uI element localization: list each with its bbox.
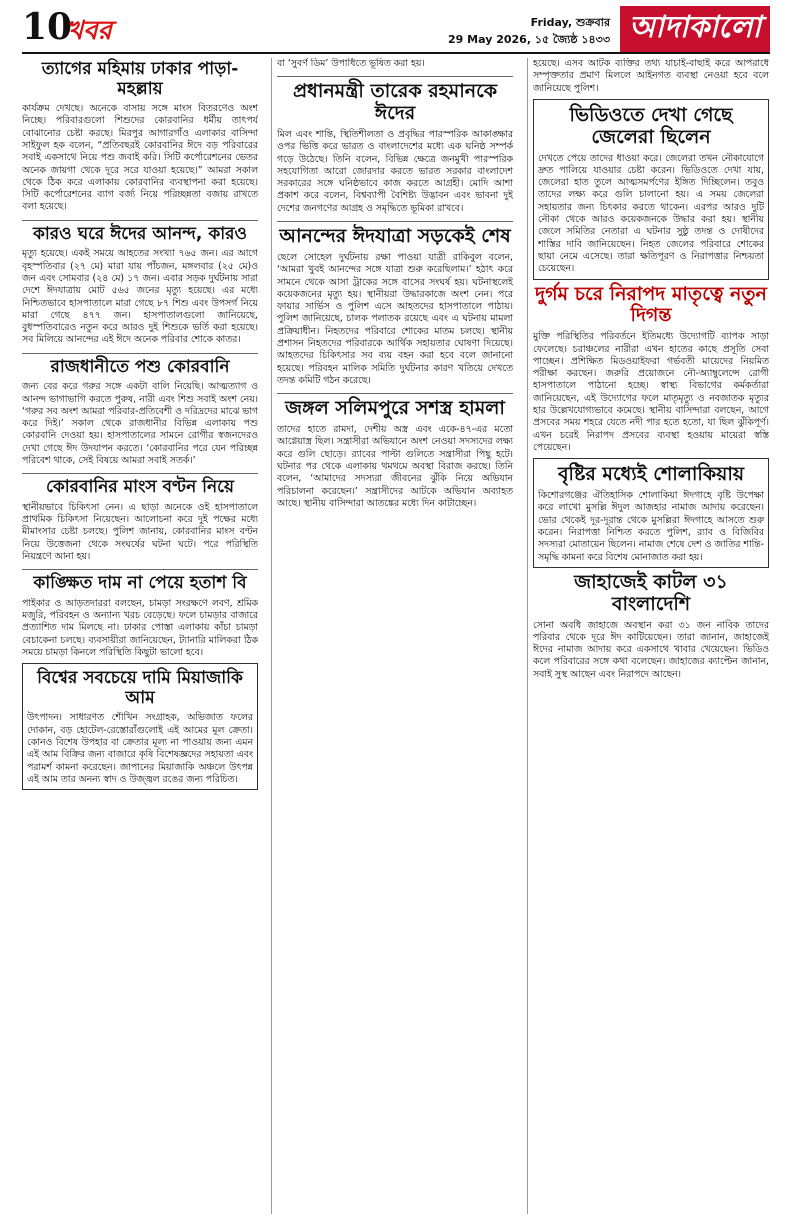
paper-logo: আদাকালো — [620, 6, 770, 52]
article-headline: বিশ্বের সবচেয়ে দামি মিয়াজাকি আম — [37, 668, 243, 708]
article-body: কার্যক্রম দেখছে। অনেকে বাসায় সঙ্গে মাংস বিতরণেও অংশ নিচ্ছে। পরিবারগুলো শিশুদের কোরবানির ধর্মীয় তাৎপর্য বোঝানোর চেষ্টা করছে। মিরপুর আগারগাঁও এলাকার বাসিন্দা সাইফুল হক বলেন, “প্রতিবছরই কোরবানির ঈদে বড় পরিবারের সবাই একসাথে নিয়ে পশু জবাই করি। সিটি কর্পোরেশনের ভেতর অনেক জায়গা থেকে দূরে সরে যাওয়া হয়েছে।” আমরা সকাল থেকে ঠিক করে এলাকায় কোরবানির ব্যবস্থাপনা করা হয়েছে। সিটি কর্পোরেশনের ব্যাগ বর্জ্য নিয়ে পরিচ্ছন্নতা বজায় রাখতে বলা হয়েছে। — [22, 103, 258, 213]
column-1 — [22, 58, 258, 1214]
article-body: উৎপাদন। সাধারণত শৌখিন সংগ্রাহক, অভিজাত ফলের দোকান, বড় হোটেল-রেস্তোরাঁগুলোই এই আমের মূল ক্রেতা। কোনও বিশেষ উপহার বা ক্রেতার মূল্য না পাওয়ায় জন্য এমন এই আম বিক্রির জন্য বাজারে কৃষি বিশেষজ্ঞদের সহায়তা এবং পরামর্শ কামনা করেছেন। জাপানের মিয়াজাকি অঞ্চলে উৎপন্ন এই আম তার অনন্য স্বাদ ও উজ্জ্বল রঙের জন্য পরিচিত। — [27, 712, 253, 785]
article-separator — [22, 473, 258, 474]
article-body: ছেলে সোহেল দুর্ঘটনায় রক্ষা পাওয়া যাত্রী রাকিবুল বলেন, ‘আমরা খুবই আনন্দের সঙ্গে যাত্রা শুরু করেছিলাম।’ হঠাৎ করে সামনে থেকে আসা ট্রাকের সঙ্গে বাসের সংঘর্ষ হয়। ঘটনাস্থলেই কয়েকজনের মৃত্যু হয়। স্থানীয়রা উদ্ধারকাজে অংশ নেন। পরে ফায়ার সার্ভিস ও পুলিশ এসে আহতদের হাসপাতালে পাঠায়। পুলিশ জানিয়েছে, চালক পলাতক রয়েছে এবং এ ঘটনায় মামলা প্রক্রিয়াধীন। নিহতদের পরিবারে শোকের মাতম চলছে। স্থানীয় প্রশাসন নিহতদের পরিবারকে আর্থিক সহায়তার ঘোষণা দিয়েছে। আহতদের চিকিৎসার সব ব্যয় বহন করা হবে বলে জানানো হয়েছে। পরিবহন মালিক সমিতি দুর্ঘটনার কারণ খতিয়ে দেখতে তদন্ত কমিটি গঠন করেছে। — [277, 251, 513, 386]
continued-text: বা ‘সুবর্ণ ডিম’ উপাধিতে ভূষিত করা হয়। — [277, 58, 425, 69]
article-separator — [277, 393, 513, 394]
boxed-article — [22, 663, 258, 790]
continued-text: হয়েছে। এসব আটক ব্যক্তির তথ্য যাচাই-বাছাই করে আপরাধে সম্পৃক্ততার প্রমাণ মিললে আইনগত ব্যবস্থা নেওয়া হবে বলে জানিয়েছে পুলিশ। — [533, 58, 769, 94]
article-headline: আনন্দের ঈদযাত্রা সড়কেই শেষ — [279, 225, 511, 248]
article-headline: ত্যাগের মহিমায় ঢাকার পাড়া-মহল্লায় — [41, 59, 239, 99]
boxed-article — [533, 99, 769, 280]
article-headline: ভিডিওতে দেখা গেছে জেলেরা ছিলেন — [569, 103, 733, 148]
article-headline: প্রধানমন্ত্রী তারেক রহমানকে ঈদের — [293, 80, 497, 125]
article-headline: জাহাজেই কাটল ৩১ বাংলাদেশি — [574, 570, 728, 615]
article-separator — [277, 76, 513, 77]
page-number: 10 — [22, 6, 73, 48]
article-body: মৃত্যু হয়েছে। একই সময়ে আহতের সংখ্যা ৭৬৫ জন। এর আগে বৃহস্পতিবার (২৭ মে) মারা যায় পাঁচজন, মঙ্গলবার (২৫ মে)ও জন এবং সোমবার (২৪ মে) ১৭ জন। এবার সড়ক দুর্ঘটনায় সারা দেশে ঈদযাত্রায় মোট ৫৬৫ জনের মৃত্যু হয়েছে। এর মধ্যে নিশ্চিতভাবে হাসপাতালে মারা গেছে ৮৭ শিশু এবং উপসর্গ নিয়ে মারা গেছে ৪৭৭ জন। হাসপাতালগুলো জানিয়েছে, বুধস্পতিবারেও নতুন করে আরও দুই শিশুকে ভর্তি করা হয়েছে। সব মিলিয়ে আনন্দের এই ঈদে অনেক পরিবার শোকে কাতর। — [22, 248, 258, 346]
article-headline: কারও ঘরে ঈদের আনন্দ, কারও — [32, 223, 247, 244]
article-body: মুক্তি পরিস্থিতির পরিবর্তনে ইতিমধ্যে উদ্যোগটি ব্যাপক সাড়া ফেলেছে। চরাঞ্চলের নারীরা এখন হাতের কাছে প্রসূতি সেবা পাচ্ছেন। প্রশিক্ষিত মিডওয়াইফরা গর্ভবতী মায়েদের নিয়মিত পরীক্ষা করছেন। জরুরি প্রয়োজনে নৌ-অ্যাম্বুলেন্সে রোগী হাসপাতালে পাঠানো হচ্ছে। স্বাস্থ্য বিভাগের কর্মকর্তারা জানিয়েছেন, এই উদ্যোগের ফলে মাতৃমৃত্যু ও নবজাতক মৃত্যুর হার উল্লেখযোগ্যভাবে কমেছে। স্থানীয় বাসিন্দারা বলছেন, আগে প্রসবের সময় শহরে যেতে নদী পার হতে হতো, যা ছিল ঝুঁকিপূর্ণ। এখন চরেই নিরাপদ প্রসবের ব্যবস্থা হওয়ায় মায়েরা স্বস্তি পেয়েছেন। — [533, 331, 769, 453]
article-separator — [22, 353, 258, 354]
article-body: জন্য বের করে গরুর সঙ্গে একটা বালি নিয়েছি। আত্মত্যাগ ও আনন্দ ভাগাভাগি করতে পুরুষ, নারী এবং শিশু সবাই অংশ নেয়। ‘গরুর সব অংশ আমরা পরিবার-প্রতিবেশী ও দরিদ্রদের মাঝে ভাগ করে দিই।’ সকাল থেকে রাজধানীর বিভিন্ন এলাকায় পশু কোরবানি দেওয়া হয়। হাসপাতালের সামনে রোগীর স্বজনদেরও দেখা গেছে ঈদ উদযাপন করতে। ‘কোরবানির পরে যেন পরিচ্ছন্ন পরিবেশ থাকে, সেই বিষয়ে আমরা সবাই সতর্ক।’ — [22, 381, 258, 467]
date-label: 29 May 2026, ১৫ জ্যৈষ্ঠ ১৪৩৩ — [448, 33, 610, 46]
article-headline: দুর্গম চরে নিরাপদ মাতৃত্বে নতুন দিগন্ত — [535, 282, 767, 327]
article-body: তাদের হাতে রামদা, দেশীয় অস্ত্র এবং একে-৪৭-এর মতো আগ্নেয়াস্ত্র ছিল। সন্ত্রাসীরা অভিযানে অংশ নেওয়া সদস্যদের লক্ষ্য করে গুলি ছোড়ে। র‍্যাবের পাল্টা গুলিতে সন্ত্রাসীরা পিছু হটে। ঘটনার পর থেকে এলাকায় থমথমে অবস্থা বিরাজ করছে। তিনি বলেন, ‘আমাদের সদস্যরা জীবনের ঝুঁকি নিয়ে অভিযান পরিচালনা করেছেন।’ সন্ত্রাসীদের আটকে অভিযান অব্যাহত আছে। স্থানীয় বাসিন্দারা আতঙ্কের মধ্যে দিন কাটাচ্ছেন। — [277, 424, 513, 509]
article-headline: জঙ্গল সলিমপুরে সশস্ত্র হামলা — [285, 397, 505, 420]
article-headline: রাজধানীতে পশু কোরবানি — [50, 356, 230, 377]
article-body: কিশোরগঞ্জের ঐতিহাসিক শোলাকিয়া ঈদগাহে বৃষ্টি উপেক্ষা করে লাখো মুসল্লি ঈদুল আজহার নামাজ আদায় করেছেন। ভোর থেকেই দূর-দূরান্ত থেকে মুসল্লিরা ঈদগাহে আসতে শুরু করেন। নিরাপত্তা নিশ্চিত করতে পুলিশ, র‍্যাব ও বিজিবির সদস্যরা মোতায়েন ছিলেন। নামাজ শেষে দেশ ও জাতির শান্তি-সমৃদ্ধি কামনা করে বিশেষ মোনাজাত করা হয়। — [538, 490, 764, 563]
article-body: স্থানীয়ভাবে চিকিৎসা নেন। এ ছাড়া অনেকে ওই হাসপাতালে প্রাথমিক চিকিৎসা নিয়েছেন। আলোচনা করে দুই পক্ষের মধ্যে মীমাংসার চেষ্টা চলছে। পুলিশ জানায়, কোরবানির মাংস বণ্টন নিয়ে উত্তেজনা থেকে সংঘর্ষের ঘটনা ঘটে। পরে পরিস্থিতি নিয়ন্ত্রণে আনা হয়। — [22, 501, 258, 563]
column-divider — [271, 58, 272, 1214]
article-body: পাইকার ও আড়তদাররা বলছেন, চামড়া সংরক্ষণে লবণ, শ্রমিক মজুরি, পরিবহন ও অন্যান্য খরচ বেড়েছে। ফলে চামড়ার বাজারে প্রত্যাশিত দাম মিলছে না। ঢাকার পোস্তা এলাকায় কাঁচা চামড়া বেচাকেনা চলছে। ব্যবসায়ীরা জানিয়েছেন, ট্যানারি মালিকরা ঠিক সময়ে চামড়া কিনলে পরিস্থিতি কিছুটা ভালো হবে। — [22, 597, 258, 659]
section-name: খবর — [66, 16, 112, 46]
boxed-article — [533, 458, 769, 568]
article-headline: কাঙ্ক্ষিত দাম না পেয়ে হতাশ বি — [33, 573, 247, 594]
column-3 — [533, 58, 769, 1214]
article-separator — [22, 569, 258, 570]
column-2 — [277, 58, 513, 1214]
date-block — [448, 14, 610, 48]
article-body: সোনা অবধি জাহাজে অবস্থান করা ৩১ জন নাবিক তাদের পরিবার থেকে দূরে ঈদ কাটিয়েছেন। তারা জানান, জাহাজেই ঈদের নামাজ আদায় করে একসাথে খাবার খেয়েছেন। ভিডিও কলে পরিবারের সঙ্গে কথা বলেছেন। জাহাজের ক্যাপ্টেন জানান, সবাই সুস্থ আছেন এবং নিরাপদে আছেন। — [533, 619, 769, 680]
article-headline: বৃষ্টির মধ্যেই শোলাকিয়ায় — [557, 463, 745, 486]
masthead — [22, 6, 770, 66]
article-body: মিল এবং শান্তি, স্থিতিশীলতা ও প্রবৃদ্ধির পারস্পরিক আকাঙ্ক্ষার ওপর ভিত্তি করে ভারত ও বাংলাদেশের মধ্যে এক ঘনিষ্ঠ সম্পর্ক গড়ে উঠেছে। তিনি বলেন, বিভিন্ন ক্ষেত্রে জনমুখী পারস্পরিক সহযোগিতা আরো জোরদার করতে ভারত সরকার বাংলাদেশ সরকারের সঙ্গে ঘনিষ্ঠভাবে কাজ করতে আগ্রহী। মোদি আশা প্রকাশ করে বলেন, বিশ্বব্যাপী বৈশিষ্ট্য উদ্ভাবন এবং ভাবনা দুই দেশের জনগণের আগ্রহ ও সমৃদ্ধিতে ভূমিকা রাখবে। — [277, 128, 513, 214]
day-label: Friday, শুক্রবার — [530, 16, 610, 29]
column-divider — [527, 58, 528, 1214]
article-headline: কোরবানির মাংস বণ্টন নিয়ে — [45, 477, 235, 498]
article-separator — [277, 221, 513, 222]
article-separator — [22, 220, 258, 221]
masthead-rule — [22, 52, 770, 54]
article-body: দেখতে পেয়ে তাদের ধাওয়া করে। জেলেরা তখন নৌকাযোগে দ্রুত পালিয়ে যাওয়ার চেষ্টা করেন। ভিডিওতে দেখা যায়, জেলেরা হাত তুলে আত্মসমর্পণের ইঙ্গিত দিচ্ছিলেন। তবুও তাদের লক্ষ্য করে গুলি চালানো হয়। এ সময় জেলেরা সহায়তার জন্য চিৎকার করতে থাকেন। এরপর আরও দুটি নৌকা থেকে আরও কয়েকজনকে উদ্ধার করা হয়। স্থানীয় জেলে সমিতির নেতারা এ ঘটনার সুষ্ঠু তদন্ত ও দোষীদের শাস্তির দাবি জানিয়েছেন। নিহত জেলের পরিবারে শোকের ছায়া নেমে এসেছে। তারা ক্ষতিপূরণ ও নিরাপত্তার নিশ্চয়তা চেয়েছেন। — [538, 152, 764, 275]
